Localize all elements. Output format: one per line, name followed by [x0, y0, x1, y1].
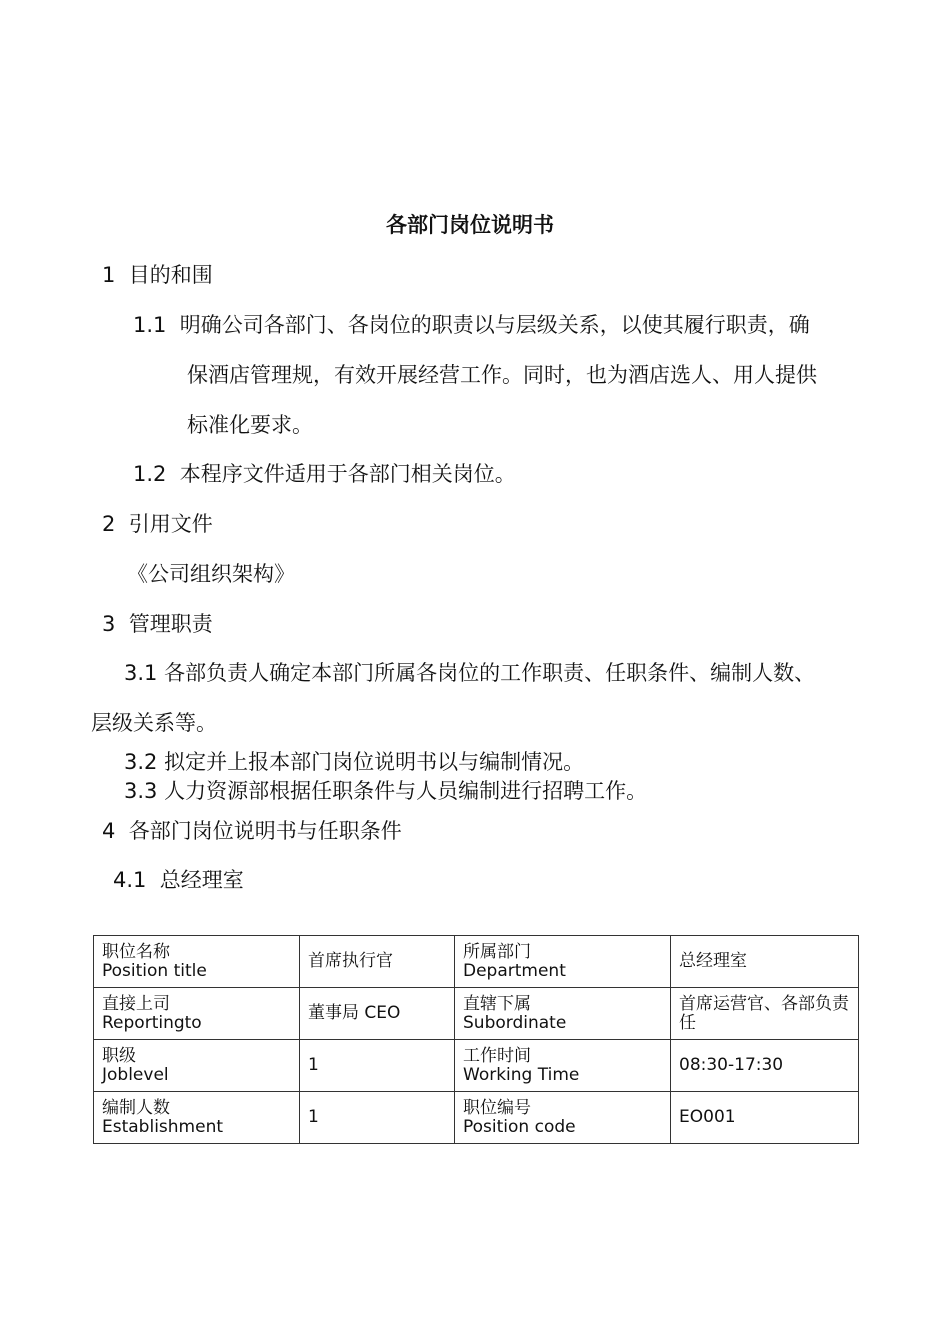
field-label: 职位名称 Position title: [94, 936, 300, 988]
section-number: 3: [102, 612, 116, 636]
section-3-heading: [102, 611, 213, 637]
section-title: 管理职责: [128, 612, 213, 636]
section-3-3: 3.3 人力资源部根据任职条件与人员编制进行招聘工作。: [124, 779, 648, 803]
section-1-2: [133, 461, 516, 487]
section-2-heading: [102, 511, 213, 537]
field-value: 首席运营官、各部负责任: [671, 988, 859, 1040]
section-1-heading: [102, 262, 213, 288]
section-4-1-heading: [113, 867, 244, 893]
section-number: 1: [102, 263, 116, 287]
position-info-table: [93, 935, 859, 1144]
table-row: [94, 1040, 859, 1092]
field-label: 职级 Joblevel: [94, 1040, 300, 1092]
field-label: 直接上司 Reportingto: [94, 988, 300, 1040]
field-value: 1: [300, 1092, 455, 1144]
section-1-1-line-1: [133, 312, 810, 338]
section-3-2: 3.2 拟定并上报本部门岗位说明书以与编制情况。: [124, 750, 585, 774]
section-number: 2: [102, 512, 116, 536]
section-number: 4: [102, 819, 116, 843]
section-3-1-line-1: 3.1 各部负责人确定本部门所属各岗位的工作职责、任职条件、编制人数、: [124, 661, 816, 685]
paragraph-text: 明确公司各部门、各岗位的职责以与层级关系，以使其履行职责，确: [179, 313, 810, 337]
table-row: [94, 1092, 859, 1144]
field-value: 首席执行官: [300, 936, 455, 988]
field-label: 所属部门 Department: [455, 936, 671, 988]
subsection-number: 1.1: [133, 313, 167, 337]
section-1-1-line-3: 标准化要求。: [187, 413, 313, 437]
paragraph-text: 本程序文件适用于各部门相关岗位。: [179, 462, 516, 486]
section-1-1-line-2: 保酒店管理规，有效开展经营工作。同时，也为酒店选人、用人提供: [187, 363, 817, 387]
field-label: 工作时间 Working Time: [455, 1040, 671, 1092]
subsection-number: 1.2: [133, 462, 167, 486]
section-title: 引用文件: [128, 512, 213, 536]
field-value: EO001: [671, 1092, 859, 1144]
field-value: 总经理室: [671, 936, 859, 988]
section-title: 各部门岗位说明书与任职条件: [128, 819, 402, 843]
reference-document: 《公司组织架构》: [127, 562, 295, 586]
field-value: 08:30-17:30: [671, 1040, 859, 1092]
field-label: 直辖下属 Subordinate: [455, 988, 671, 1040]
table-row: [94, 936, 859, 988]
field-label: 编制人数 Establishment: [94, 1092, 300, 1144]
subsection-number: 4.1: [113, 868, 147, 892]
section-4-heading: [102, 818, 402, 844]
table-row: [94, 988, 859, 1040]
field-value: 1: [300, 1040, 455, 1092]
document-title: 各部门岗位说明书: [386, 213, 554, 237]
section-title: 目的和围: [128, 263, 213, 287]
section-3-1-line-2: 层级关系等。: [91, 711, 217, 735]
field-label: 职位编号 Position code: [455, 1092, 671, 1144]
subsection-title: 总经理室: [159, 868, 244, 892]
field-value: 董事局 CEO: [300, 988, 455, 1040]
